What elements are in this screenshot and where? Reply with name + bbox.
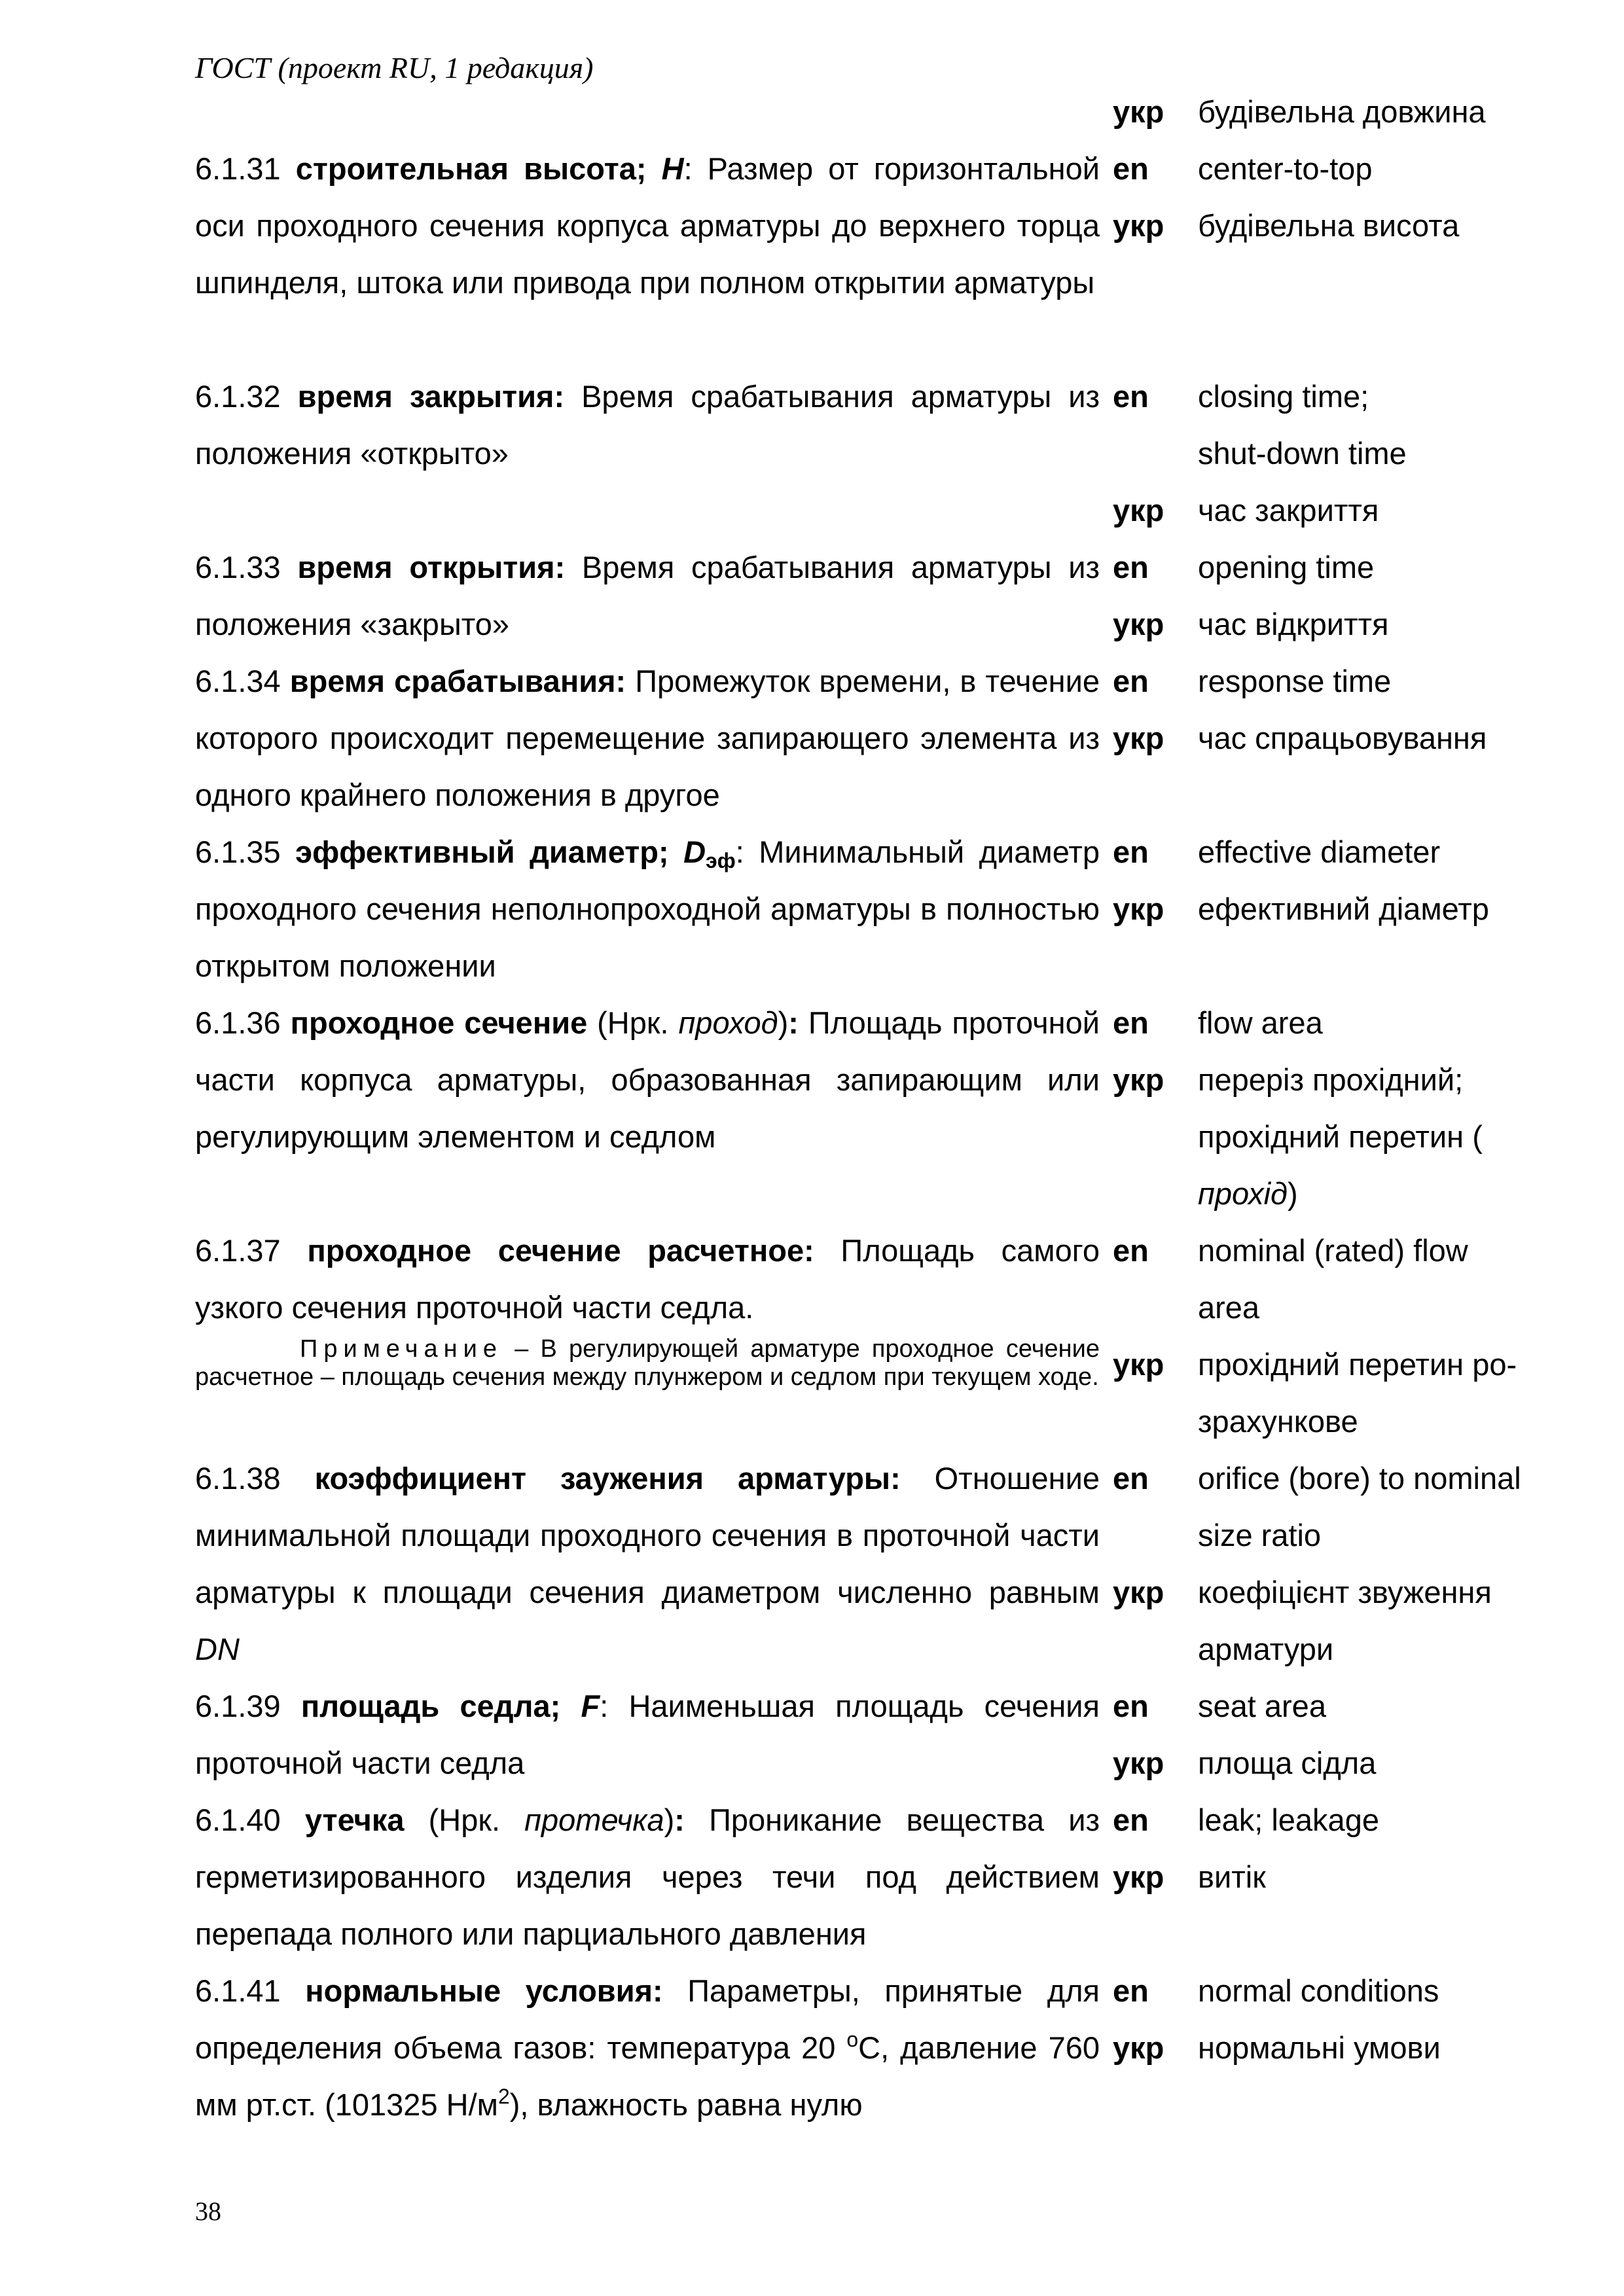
lang-label-en: en [1113,1803,1149,1837]
entry-symbol: D [683,834,706,869]
lang-label-en: en [1113,550,1149,584]
lang-label-en: en [1113,664,1149,698]
entry-definition: : Минимальный диаметр проходного сечения неполнопроходной арматуры в полностью открытом положении [195,834,1100,983]
entry-6-1-31 [195,140,1100,311]
entry-number: 6.1.37 [195,1233,281,1268]
superscript: 2 [497,2085,510,2108]
term-ua: будівельна висота [1198,208,1460,243]
entry-definition: : Размер от горизонтальной оси проходного сечения корпуса арматуры до верхнего торца шпинделя, штока или привода при полном открытии арматуры [195,151,1100,300]
entry-term: площадь седла; [300,1689,581,1723]
entry-term: время открытия: [297,550,566,584]
entry-number: 6.1.40 [195,1803,281,1837]
entry-definition: Проникание вещества из герметизированного изделия через течи под действием перепада полного или парциального давления [195,1803,1100,1951]
term-ua: площа сідла [1198,1746,1377,1780]
lang-label-en: en [1113,1461,1149,1496]
document-header: ГОСТ (проект RU, 1 редакция) [195,51,594,84]
entry-6-1-37 [195,1222,1100,1336]
term-ua: витік [1198,1859,1266,1894]
lang-label-en: en [1113,834,1149,869]
entry-note [195,1335,1100,1391]
entry-definition-symbol: DN [195,1632,240,1666]
term-ua: коефіцієнт звуження арматури [1198,1575,1492,1666]
term-ua: ефективний діаметр [1198,891,1489,926]
lang-label-ua: укр [1113,721,1164,755]
entry-symbol-subscript: эф [706,849,736,872]
entry-number: 6.1.41 [195,1973,281,2008]
lang-label-ua: укр [1113,1575,1164,1609]
entry-6-1-34 [195,653,1100,823]
term-ua: нормальні умови [1198,2030,1441,2065]
entry-term: строительная высота; [295,151,662,186]
entry-number: 6.1.36 [195,1005,281,1040]
entry-term: нормальные условия: [305,1973,663,2008]
entry-6-1-33 [195,539,1100,653]
entry-deprecated-term: протечка [524,1803,664,1837]
term-en: closing time; shut-down time [1198,379,1407,471]
term-ua: час відкриття [1198,607,1389,641]
entry-number: 6.1.38 [195,1461,281,1496]
entry-6-1-41: 6.1.41 нормальные условия: Параметры, принятые для определения объема газов: температура 20 $^o$С, давление 760 мм рт.ст. (101325 $Н/м^2$), влажность равна нулю [195,1973,1100,2122]
lang-label-en: en [1113,379,1149,414]
term-en: nominal (rated) flow area [1198,1233,1468,1325]
lang-label-ua: укр [1113,1746,1164,1780]
entry-number: 6.1.31 [195,151,281,186]
lang-label-ua: укр [1113,607,1164,641]
entry-term: коэффициент заужения арматуры: [314,1461,901,1496]
entry-number: 6.1.33 [195,550,281,584]
lang-label-ua: укр [1113,891,1164,926]
lang-label-en: en [1113,1233,1149,1268]
entry-term: утечка [304,1803,405,1837]
entry-term: время срабатывания: [289,664,626,698]
note-label: Примечание [300,1335,503,1363]
entry-6-1-39 [195,1677,1100,1791]
lang-label-en: en [1113,151,1149,186]
entry-definition: Время срабатывания арматуры из положения «открыто» [195,379,1100,471]
lang-label-ua: укр [1113,493,1164,528]
term-en: flow area [1198,1005,1323,1040]
lang-label-ua: укр [1113,94,1164,129]
entry-number: 6.1.34 [195,664,281,698]
term-en: effective diameter [1198,834,1441,869]
term-ua: прохідний перетин ро- зрахункове [1198,1347,1517,1439]
entry-definition: Время срабатывания арматуры из положения «закрыто» [195,550,1100,641]
entry-definition: Площадь самого узкого сечения проточной части седла. [195,1233,1100,1325]
lang-label-en: en [1113,1973,1149,2008]
entry-6-1-40: 6.1.40 утечка (Нрк. протечка): Проникание вещества из герметизированного изделия через течи под действием перепада полного или парциального давления [195,1803,1100,1951]
note-text: – В регулирующей арматуре проходное сечение расчетное – площадь сечения между плунжером и седлом при текущем ходе. [195,1335,1100,1391]
entry-definition: : Наименьшая площадь сечения проточной части седла [195,1689,1100,1780]
term-en: opening time [1198,550,1375,584]
entry-deprecated-term: проход [678,1005,778,1040]
term-en: leak; leakage [1198,1803,1379,1837]
entry-symbol: H [661,151,684,186]
lang-label-en: en [1113,1689,1149,1723]
entry-term: время закрытия: [297,379,565,414]
page-number: 38 [195,2197,221,2226]
entry-number: 6.1.39 [195,1689,281,1723]
entry-definition: Площадь проточной части корпуса арматуры, образованная запирающим или регулирующим элементом и седлом [195,1005,1100,1154]
entry-number: 6.1.32 [195,379,281,414]
term-en: center-to-top [1198,151,1373,186]
entry-term: проходное сечение [290,1005,588,1040]
term-ua: час закриття [1198,493,1379,528]
entry-term: эффективный диаметр; [295,834,684,869]
term-en: orifice (bore) to nominal size ratio [1198,1461,1521,1552]
term-ua: будівельна довжина [1198,94,1486,129]
term-ua: час спрацьовування [1198,721,1487,755]
lang-label-en: en [1113,1005,1149,1040]
lang-label-ua: укр [1113,2030,1164,2065]
entry-number: 6.1.35 [195,834,281,869]
entry-6-1-35 [195,823,1100,994]
lang-label-ua: укр [1113,208,1164,243]
lang-label-ua: укр [1113,1062,1164,1097]
lang-label-ua: укр [1113,1859,1164,1894]
term-en: normal conditions [1198,1973,1439,2008]
term-ua: переріз прохідний; прохідний перетин ( прохід) [1198,1062,1483,1211]
entry-definition: Отношение минимальной площади проходного сечения в проточной части арматуры к площади сечения диаметром численно равным [195,1461,1100,1609]
entry-definition: Промежуток времени, в течение которого происходит перемещение запирающего элемента из одного крайнего положения в другое [195,664,1100,812]
term-en: seat area [1198,1689,1326,1723]
entry-symbol: F [581,1689,600,1723]
entry-6-1-36: 6.1.36 проходное сечение (Нрк. проход): Площадь проточной части корпуса арматуры, образованная запирающим или регулирующим элементом и седлом [195,1005,1100,1154]
term-en: response time [1198,664,1392,698]
entry-term: проходное сечение расчетное: [307,1233,814,1268]
lang-label-ua: укр [1113,1347,1164,1382]
degree-sign: o [846,2028,859,2051]
entry-6-1-32 [195,368,1100,482]
entry-6-1-38 [195,1450,1100,1677]
